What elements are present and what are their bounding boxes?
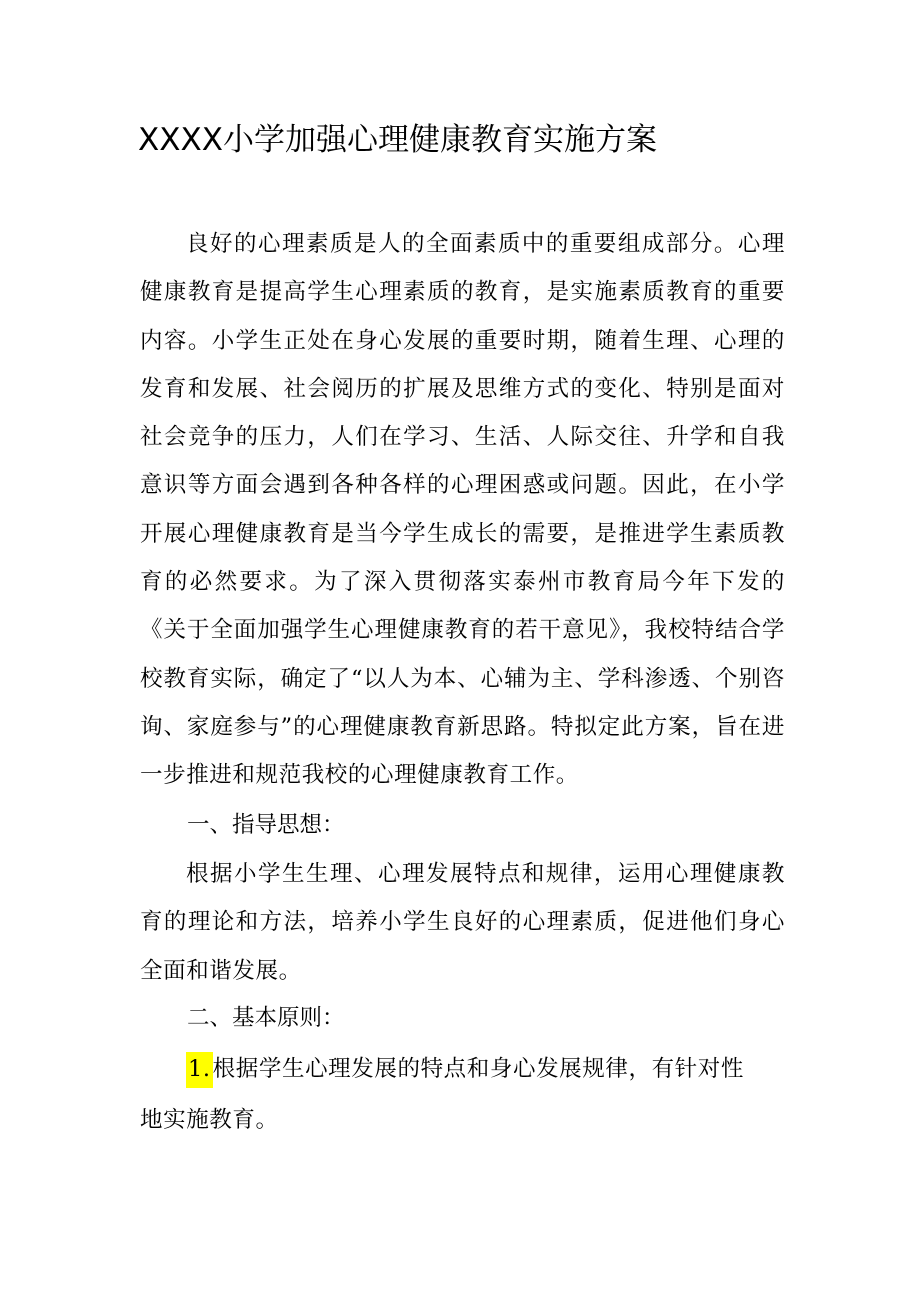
section-heading-basic-principles: 二、基本原则：	[187, 1005, 345, 1031]
guiding-ideology-paragraph: 根据小学生生理、心理发展特点和规律，运用心理健康教育的理论和方法，培养小学生良好的心理素质，促进他们身心全面和谐发展。	[140, 861, 785, 984]
intro-paragraph: 良好的心理素质是人的全面素质中的重要组成部分。心理健康教育是提高学生心理素质的教育，是实施素质教育的重要内容。小学生正处在身心发展的重要时期，随着生理、心理的发育和发展、社会阅历的扩展及思维方式的变化、特别是面对社会竞争的压力，人们在学习、生活、人际交往、升学和自我意识等方面会遇到各种各样的心理困惑或问题。因此，在小学开展心理健康教育是当今学生成长的需要，是推进学生素质教育的必然要求。为了深入贯彻落实泰州市教育局今年下发的《关于全面加强学生心理健康教育的若干意见》，我校特结合学校教育实际，确定了“以人为本、心辅为主、学科渗透、个别咨询、家庭参与”的心理健康教育新思路。特拟定此方案，旨在进一步推进和规范我校的心理健康教育工作。	[140, 231, 785, 789]
principle-item-1-line-2: 地实施教育。	[140, 1107, 279, 1133]
document-title: XXXX小学加强心理健康教育实施方案	[138, 122, 657, 158]
principle-item-1-line-1	[140, 1044, 785, 1095]
section-heading-guiding-ideology: 一、指导思想：	[187, 812, 345, 838]
principle-item-1	[140, 1044, 785, 1146]
principle-item-1-text: 根据学生心理发展的特点和身心发展规律，有针对性	[212, 1056, 744, 1082]
item-number-highlight: 1.	[186, 1052, 213, 1088]
